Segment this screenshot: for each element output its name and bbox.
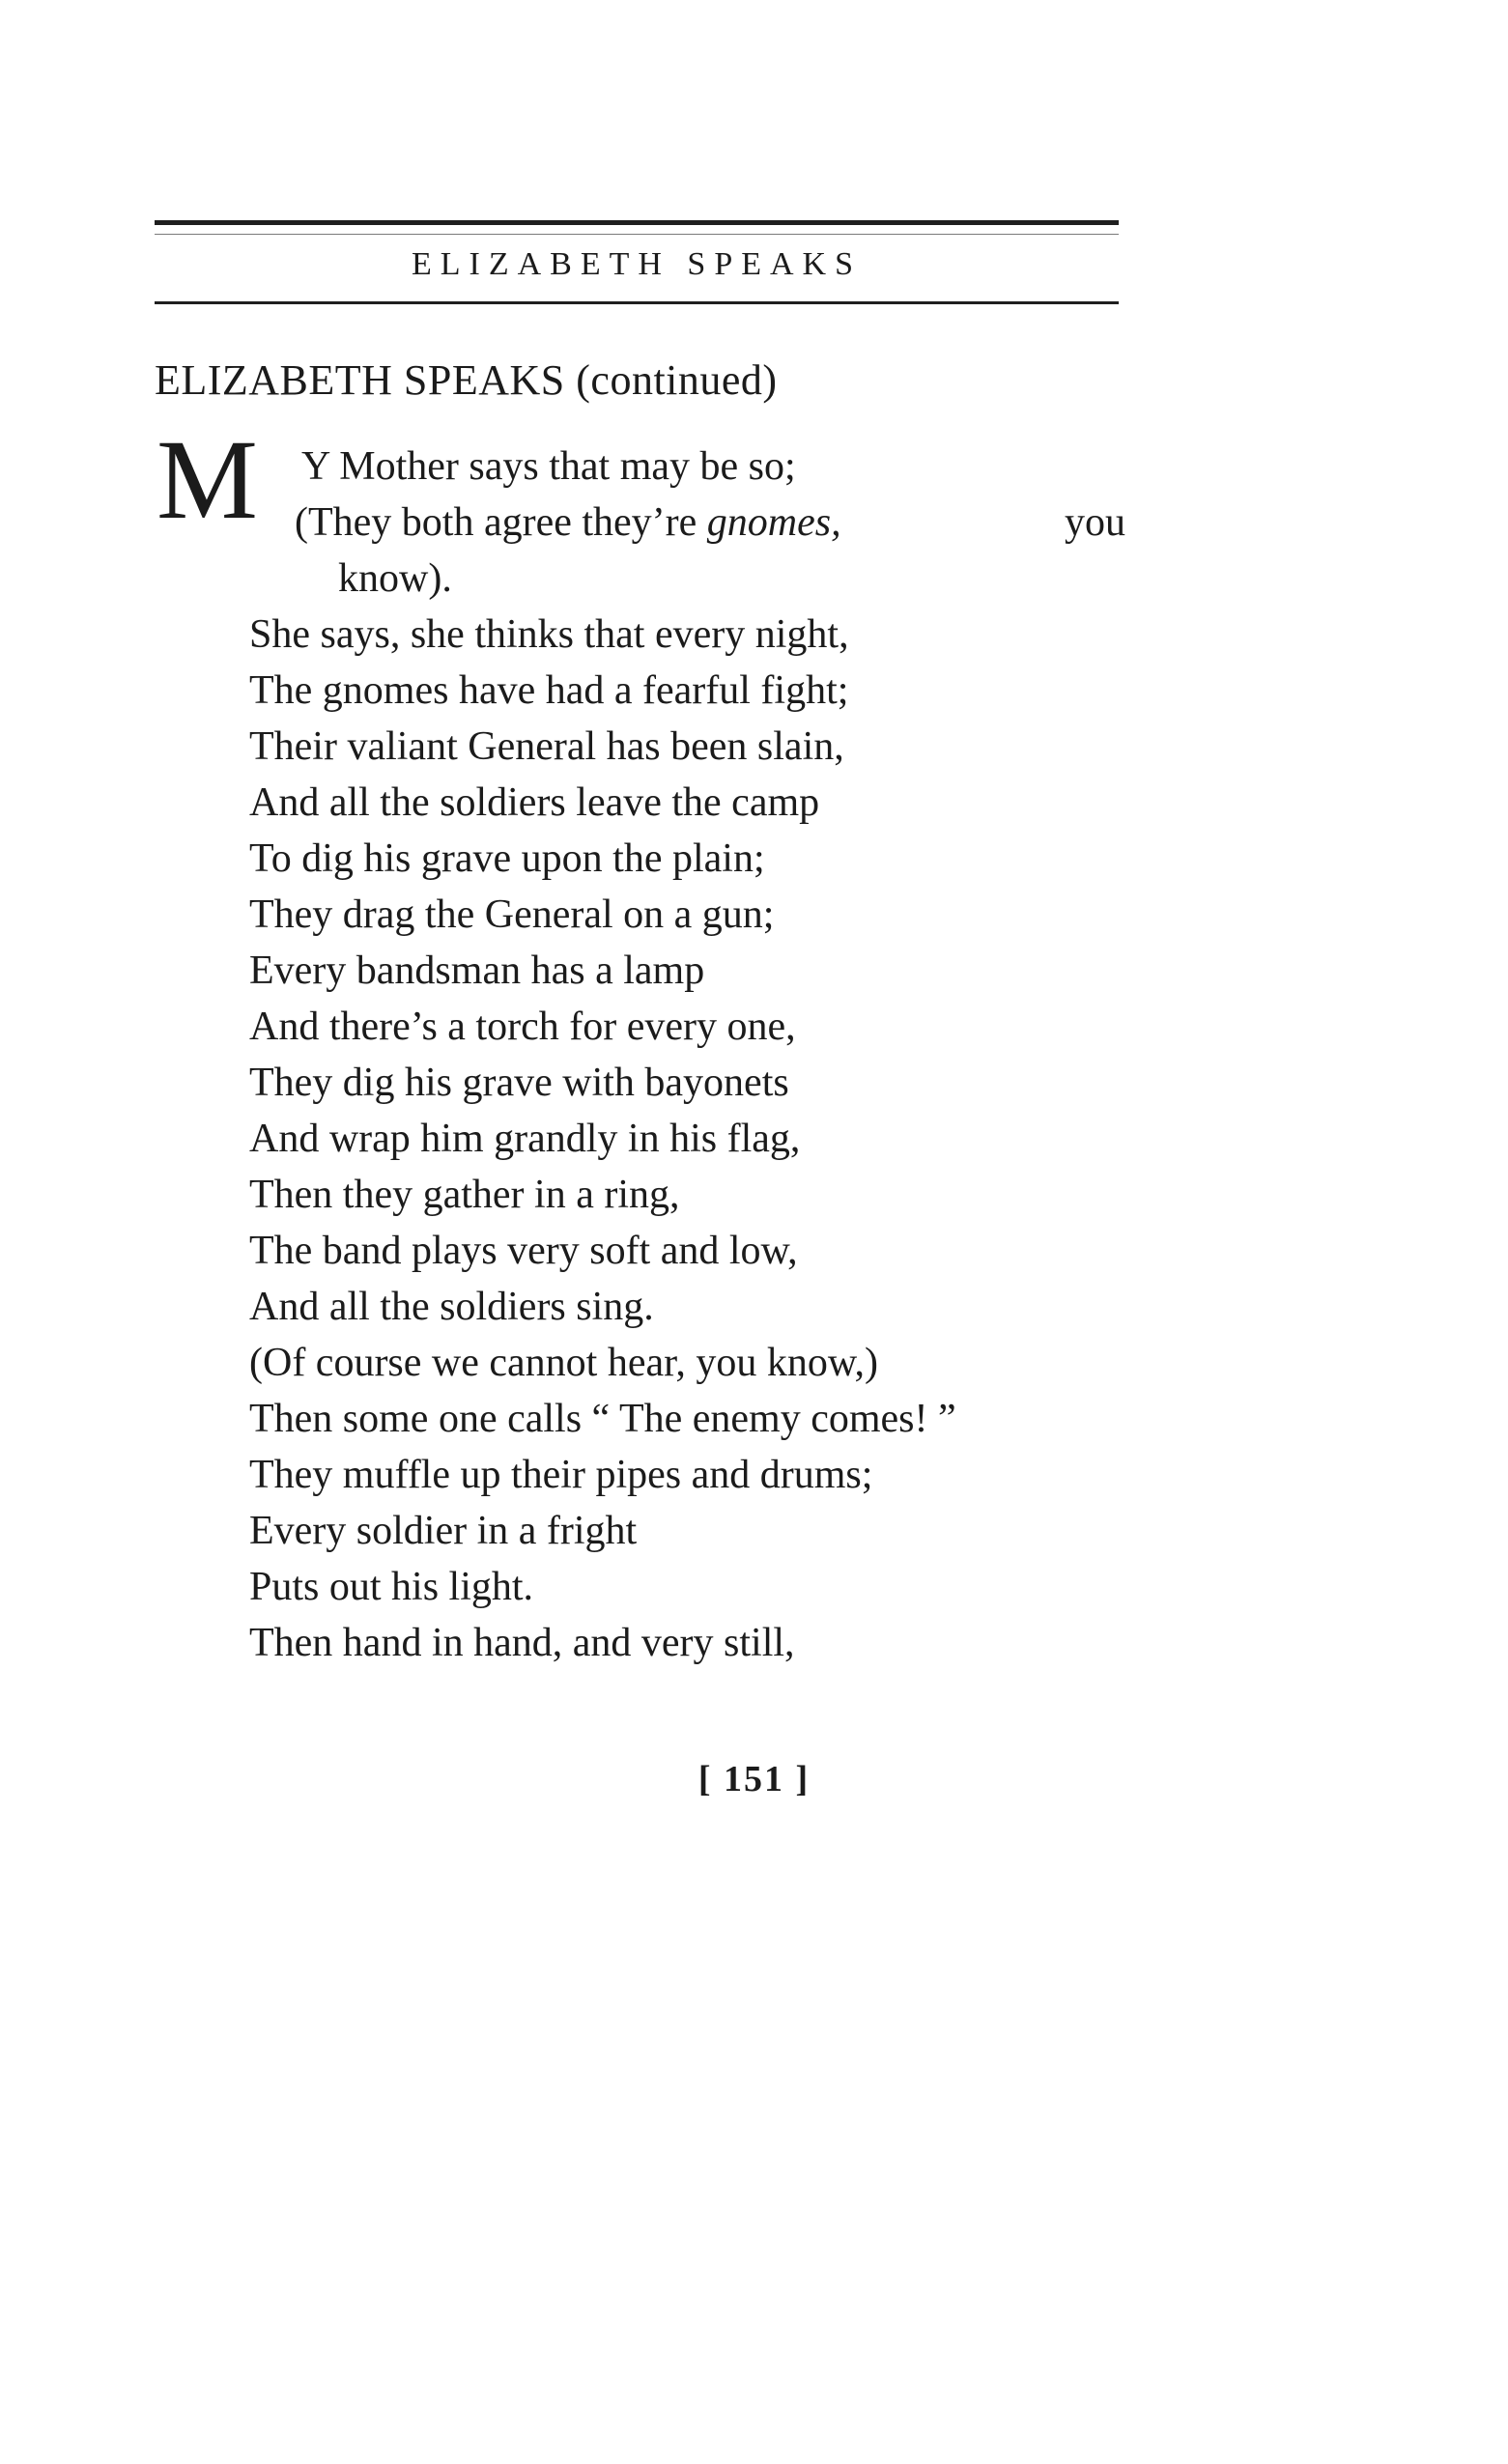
poem-line-2-italic: gnomes,	[706, 500, 841, 545]
poem-line: Every soldier in a fright	[249, 1509, 638, 1553]
poem-line: And all the soldiers sing.	[249, 1285, 654, 1329]
poem-line-2	[295, 498, 1125, 547]
section-title: ELIZABETH SPEAKS (continued)	[155, 356, 778, 404]
poem-line: And all the soldiers leave the camp	[249, 780, 820, 825]
poem-line: Puts out his light.	[249, 1565, 534, 1609]
header-bottom-rule	[155, 301, 1119, 304]
top-rule-thick	[155, 220, 1119, 225]
poem-line: Every bandsman has a lamp	[249, 949, 705, 993]
poem-line: Then hand in hand, and very still,	[249, 1621, 795, 1665]
drop-cap: M	[156, 416, 258, 543]
poem-line: Then they gather in a ring,	[249, 1173, 680, 1217]
poem-line: The band plays very soft and low,	[249, 1229, 798, 1273]
poem-line: The gnomes have had a fearful fight;	[249, 668, 849, 713]
page-number: [ 151 ]	[697, 1759, 811, 1799]
poem-line: And wrap him grandly in his flag,	[249, 1117, 801, 1161]
poem-line: Then some one calls “ The enemy comes! ”	[249, 1397, 956, 1441]
poem-line: They dig his grave with bayonets	[249, 1061, 789, 1105]
poem-line: (Of course we cannot hear, you know,)	[249, 1341, 879, 1385]
poem-line: Their valiant General has been slain,	[249, 724, 844, 769]
poem-line-2-end: you	[1065, 500, 1125, 545]
poem-line: They drag the General on a gun;	[249, 892, 775, 937]
running-head: ELIZABETH SPEAKS	[411, 246, 863, 282]
top-rule-thin	[155, 234, 1119, 235]
poem-line-1: Y Mother says that may be so;	[301, 444, 796, 489]
poem-line-3: know).	[338, 556, 452, 601]
poem-line: She says, she thinks that every night,	[249, 612, 849, 657]
poem-line: They muffle up their pipes and drums;	[249, 1453, 873, 1497]
poem-line-2-text: (They both agree they’re	[295, 500, 707, 545]
poem-line: And there’s a torch for every one,	[249, 1005, 796, 1049]
poem-line: To dig his grave upon the plain;	[249, 836, 765, 881]
